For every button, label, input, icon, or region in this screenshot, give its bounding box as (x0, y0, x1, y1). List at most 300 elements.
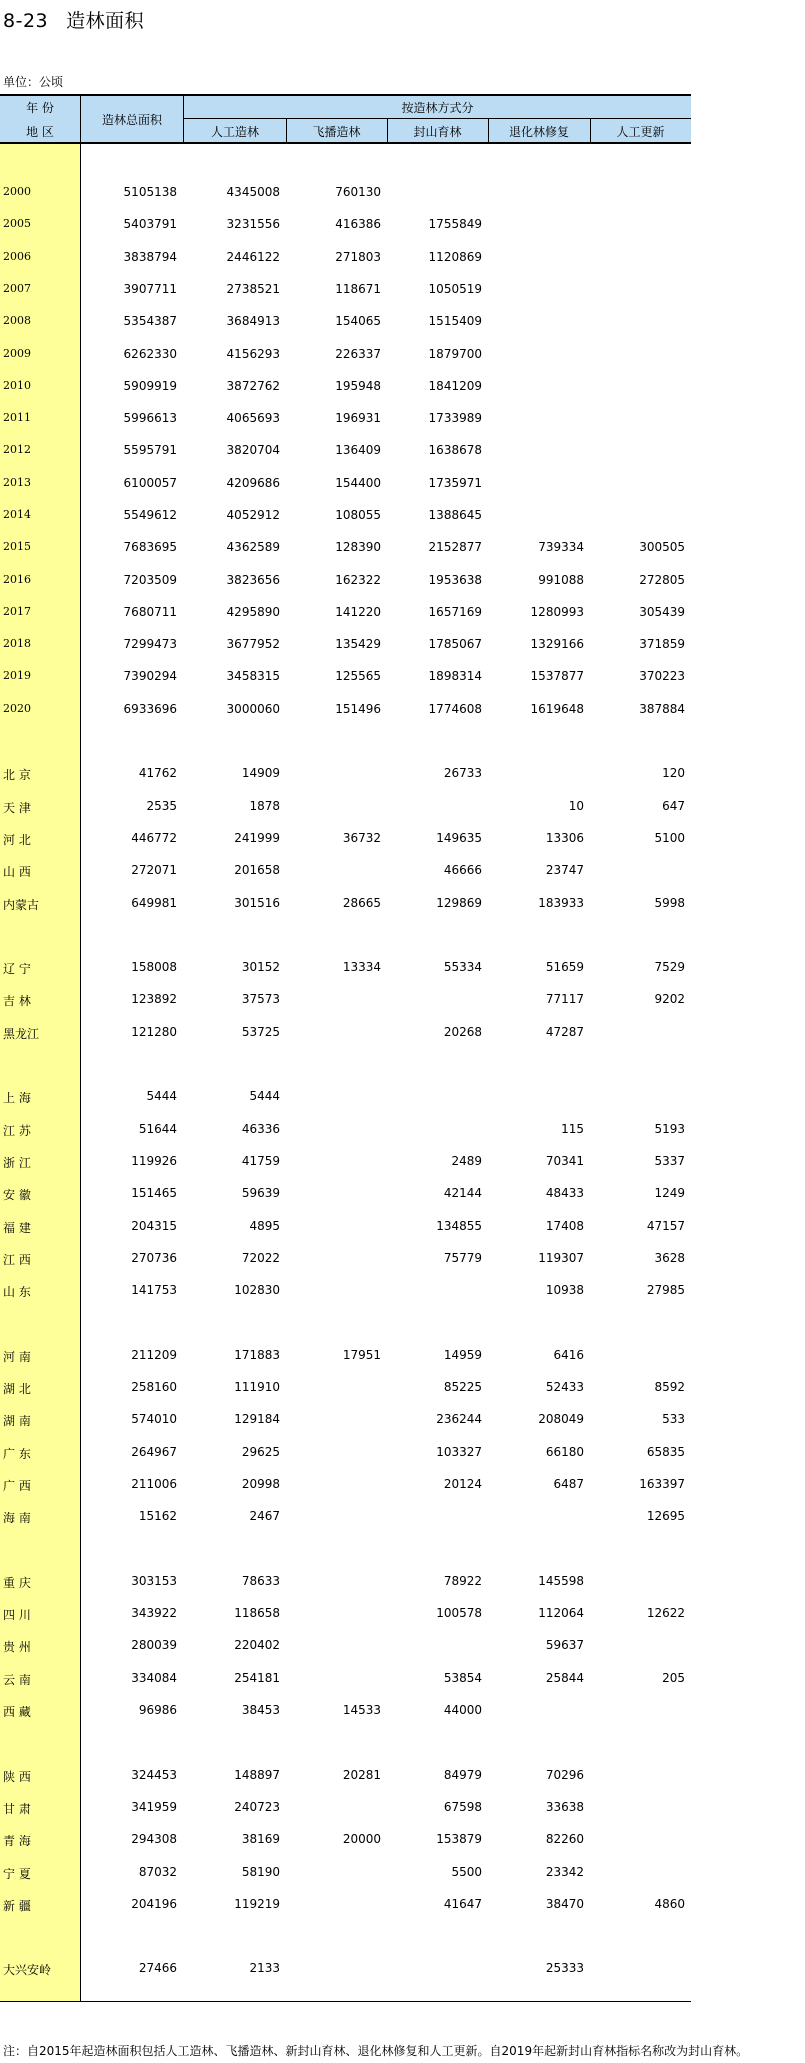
table-row (0, 215, 691, 235)
table-cell: 446772 (131, 831, 177, 845)
table-cell: 46666 (443, 863, 482, 877)
row-label: 福 建 (3, 1221, 31, 1235)
table-cell: 148897 (234, 1768, 280, 1782)
table-cell: 66180 (545, 1445, 584, 1459)
row-label: 海 南 (3, 1511, 31, 1525)
table-cell: 23342 (545, 1865, 584, 1879)
row-label: 广 东 (3, 1447, 31, 1461)
header-divider (286, 119, 287, 142)
table-row (0, 312, 691, 332)
header-top-rule (0, 94, 691, 96)
table-cell: 7680711 (123, 605, 177, 619)
table-cell: 387884 (639, 702, 685, 716)
table-cell: 125565 (335, 669, 381, 683)
table-cell: 4156293 (226, 347, 280, 361)
table-cell: 96986 (138, 1703, 177, 1717)
table-cell: 341959 (131, 1800, 177, 1814)
table-row (0, 635, 691, 655)
table-cell: 78633 (241, 1574, 280, 1588)
table-cell: 2738521 (226, 282, 280, 296)
table-cell: 13334 (342, 960, 381, 974)
row-label: 甘 肃 (3, 1802, 31, 1816)
row-label: 2000 (3, 185, 31, 198)
table-cell: 10938 (545, 1283, 584, 1297)
table-cell: 1898314 (428, 669, 482, 683)
table-cell: 67598 (443, 1800, 482, 1814)
table-cell: 1735971 (428, 476, 482, 490)
row-label: 2007 (3, 282, 31, 295)
table-cell: 121280 (131, 1025, 177, 1039)
table-cell: 162322 (335, 573, 381, 587)
header-divider (387, 119, 388, 142)
table-cell: 9202 (654, 992, 685, 1006)
table-cell: 201658 (234, 863, 280, 877)
table-cell: 14959 (443, 1348, 482, 1362)
table-cell: 204196 (131, 1897, 177, 1911)
row-label: 江 苏 (3, 1124, 31, 1138)
table-cell: 1953638 (428, 573, 482, 587)
table-cell: 1657169 (428, 605, 482, 619)
table-cell: 4860 (654, 1897, 685, 1911)
header-col-closure: 封山育林 (413, 125, 462, 139)
table-cell: 258160 (131, 1380, 177, 1394)
table-cell: 115 (561, 1122, 584, 1136)
table-cell: 205 (662, 1671, 685, 1685)
row-label: 山 东 (3, 1285, 31, 1299)
table-cell: 5998 (654, 896, 685, 910)
row-label: 河 北 (3, 833, 31, 847)
row-label: 新 疆 (3, 1899, 31, 1913)
table-cell: 48433 (545, 1186, 584, 1200)
row-label: 上 海 (3, 1091, 31, 1105)
table-cell: 5444 (146, 1089, 177, 1103)
table-cell: 301516 (234, 896, 280, 910)
table-cell: 25844 (545, 1671, 584, 1685)
table-cell: 8592 (654, 1380, 685, 1394)
table-cell: 129184 (234, 1412, 280, 1426)
table-cell: 370223 (639, 669, 685, 683)
table-row (0, 409, 691, 429)
table-cell: 53854 (443, 1671, 482, 1685)
table-cell: 119219 (234, 1897, 280, 1911)
table-cell: 151465 (131, 1186, 177, 1200)
table-cell: 6487 (553, 1477, 584, 1491)
table-row (0, 1087, 691, 1107)
table-cell: 28665 (342, 896, 381, 910)
table-row (0, 1184, 691, 1204)
table-cell: 163397 (639, 1477, 685, 1491)
table-cell: 129869 (436, 896, 482, 910)
table-cell: 1537877 (530, 669, 584, 683)
header-divider (488, 119, 489, 142)
row-label: 浙 江 (3, 1156, 31, 1170)
table-cell: 20000 (342, 1832, 381, 1846)
row-label: 2017 (3, 605, 31, 618)
table-cell: 7203509 (123, 573, 177, 587)
table-cell: 41759 (241, 1154, 280, 1168)
table-cell: 1388645 (428, 508, 482, 522)
table-cell: 5909919 (123, 379, 177, 393)
table-cell: 59639 (241, 1186, 280, 1200)
table-cell: 51659 (545, 960, 584, 974)
table-cell: 5337 (654, 1154, 685, 1168)
row-label: 2018 (3, 637, 31, 650)
table-cell: 3907711 (123, 282, 177, 296)
table-cell: 1755849 (428, 217, 482, 231)
row-label: 2010 (3, 379, 31, 392)
table-row (0, 571, 691, 591)
table-cell: 111910 (234, 1380, 280, 1394)
table-cell: 77117 (545, 992, 584, 1006)
table-cell: 5500 (451, 1865, 482, 1879)
table-cell: 220402 (234, 1638, 280, 1652)
row-label: 黑龙江 (3, 1027, 40, 1041)
table-row (0, 1443, 691, 1463)
table-cell: 324453 (131, 1768, 177, 1782)
table-row (0, 1120, 691, 1140)
row-label: 2013 (3, 476, 31, 489)
table-cell: 37573 (241, 992, 280, 1006)
table-cell: 334084 (131, 1671, 177, 1685)
table-cell: 25333 (545, 1961, 584, 1975)
table-cell: 14533 (342, 1703, 381, 1717)
table-row (0, 1378, 691, 1398)
table-cell: 1619648 (530, 702, 584, 716)
header-divider (183, 96, 184, 142)
table-cell: 82260 (545, 1832, 584, 1846)
table-cell: 108055 (335, 508, 381, 522)
table-cell: 29625 (241, 1445, 280, 1459)
table-row (0, 1217, 691, 1237)
table-cell: 27985 (646, 1283, 685, 1297)
row-label: 大兴安岭 (3, 1963, 52, 1977)
header-bottom-rule (0, 142, 691, 144)
table-cell: 236244 (436, 1412, 482, 1426)
table-cell: 1841209 (428, 379, 482, 393)
table-cell: 20268 (443, 1025, 482, 1039)
table-row (0, 506, 691, 526)
table-cell: 5354387 (123, 314, 177, 328)
table-cell: 134855 (436, 1219, 482, 1233)
table-cell: 4362589 (226, 540, 280, 554)
row-label: 西 藏 (3, 1705, 31, 1719)
table-cell: 53725 (241, 1025, 280, 1039)
row-label: 2016 (3, 573, 31, 586)
header-col-aerial: 飞播造林 (312, 125, 361, 139)
table-cell: 65835 (646, 1445, 685, 1459)
table-cell: 102830 (234, 1283, 280, 1297)
table-cell: 208049 (538, 1412, 584, 1426)
table-cell: 17951 (342, 1348, 381, 1362)
table-cell: 70296 (545, 1768, 584, 1782)
table-cell: 3458315 (226, 669, 280, 683)
table-cell: 4065693 (226, 411, 280, 425)
row-label: 2009 (3, 347, 31, 360)
table-row (0, 1895, 691, 1915)
table-cell: 44000 (443, 1703, 482, 1717)
table-title: 造林面积 (66, 10, 145, 32)
table-cell: 3684913 (226, 314, 280, 328)
table-row (0, 861, 691, 881)
row-label: 云 南 (3, 1673, 31, 1687)
table-cell: 119307 (538, 1251, 584, 1265)
table-cell: 6416 (553, 1348, 584, 1362)
table-cell: 7299473 (123, 637, 177, 651)
table-cell: 3000060 (226, 702, 280, 716)
table-cell: 183933 (538, 896, 584, 910)
table-row (0, 894, 691, 914)
table-cell: 20124 (443, 1477, 482, 1491)
table-cell: 33638 (545, 1800, 584, 1814)
table-row (0, 958, 691, 978)
table-cell: 26733 (443, 766, 482, 780)
table-cell: 4052912 (226, 508, 280, 522)
table-cell: 47157 (646, 1219, 685, 1233)
table-cell: 51644 (138, 1122, 177, 1136)
row-label: 2012 (3, 443, 31, 456)
header-divider (590, 119, 591, 142)
table-cell: 271803 (335, 250, 381, 264)
table-cell: 87032 (138, 1865, 177, 1879)
row-label: 2006 (3, 250, 31, 263)
table-cell: 1733989 (428, 411, 482, 425)
row-label: 山 西 (3, 865, 31, 879)
table-cell: 7390294 (123, 669, 177, 683)
table-row (0, 345, 691, 365)
table-cell: 141220 (335, 605, 381, 619)
table-cell: 123892 (131, 992, 177, 1006)
table-cell: 145598 (538, 1574, 584, 1588)
table-cell: 294308 (131, 1832, 177, 1846)
table-cell: 128390 (335, 540, 381, 554)
table-cell: 3677952 (226, 637, 280, 651)
table-row (0, 1701, 691, 1721)
table-cell: 240723 (234, 1800, 280, 1814)
row-label: 河 南 (3, 1350, 31, 1364)
table-row (0, 1410, 691, 1430)
table-row (0, 1475, 691, 1495)
table-cell: 5403791 (123, 217, 177, 231)
row-label: 江 西 (3, 1253, 31, 1267)
table-cell: 1878 (249, 799, 280, 813)
table-cell: 141753 (131, 1283, 177, 1297)
table-cell: 42144 (443, 1186, 482, 1200)
table-cell: 2152877 (428, 540, 482, 554)
table-cell: 70341 (545, 1154, 584, 1168)
table-row (0, 1959, 691, 1979)
table-row (0, 183, 691, 203)
table-cell: 254181 (234, 1671, 280, 1685)
table-cell: 211006 (131, 1477, 177, 1491)
row-label: 内蒙古 (3, 898, 40, 912)
table-cell: 41762 (138, 766, 177, 780)
table-cell: 204315 (131, 1219, 177, 1233)
table-cell: 1515409 (428, 314, 482, 328)
table-cell: 112064 (538, 1606, 584, 1620)
header-col-restoration: 退化林修复 (508, 125, 569, 139)
header-col-renewal: 人工更新 (616, 125, 665, 139)
table-cell: 59637 (545, 1638, 584, 1652)
table-cell: 55334 (443, 960, 482, 974)
table-cell: 4895 (249, 1219, 280, 1233)
table-cell: 371859 (639, 637, 685, 651)
table-cell: 1329166 (530, 637, 584, 651)
table-cell: 5444 (249, 1089, 280, 1103)
table-cell: 75779 (443, 1251, 482, 1265)
row-label: 贵 州 (3, 1640, 31, 1654)
table-cell: 149635 (436, 831, 482, 845)
table-cell: 12622 (646, 1606, 685, 1620)
table-cell: 120 (662, 766, 685, 780)
row-label: 湖 北 (3, 1382, 31, 1396)
table-cell: 2535 (146, 799, 177, 813)
table-cell: 1785067 (428, 637, 482, 651)
table-cell: 211209 (131, 1348, 177, 1362)
table-row (0, 603, 691, 623)
table-cell: 6100057 (123, 476, 177, 490)
table-cell: 154065 (335, 314, 381, 328)
table-cell: 153879 (436, 1832, 482, 1846)
table-cell: 36732 (342, 831, 381, 845)
table-cell: 17408 (545, 1219, 584, 1233)
table-cell: 85225 (443, 1380, 482, 1394)
table-row (0, 1798, 691, 1818)
table-row (0, 441, 691, 461)
table-row (0, 1281, 691, 1301)
table-cell: 647 (662, 799, 685, 813)
table-cell: 270736 (131, 1251, 177, 1265)
table-cell: 135429 (335, 637, 381, 651)
table-cell: 272071 (131, 863, 177, 877)
table-row (0, 1830, 691, 1850)
table-cell: 1249 (654, 1186, 685, 1200)
row-label: 北 京 (3, 768, 31, 782)
table-cell: 4295890 (226, 605, 280, 619)
row-label: 安 徽 (3, 1188, 31, 1202)
row-label: 宁 夏 (3, 1867, 31, 1881)
table-cell: 7683695 (123, 540, 177, 554)
table-cell: 300505 (639, 540, 685, 554)
table-row (0, 829, 691, 849)
table-cell: 196931 (335, 411, 381, 425)
table-cell: 4345008 (226, 185, 280, 199)
table-cell: 3872762 (226, 379, 280, 393)
header-col-artificial: 人工造林 (210, 125, 259, 139)
table-cell: 5100 (654, 831, 685, 845)
table-cell: 151496 (335, 702, 381, 716)
row-label: 2008 (3, 314, 31, 327)
row-label: 湖 南 (3, 1414, 31, 1428)
row-label: 2011 (3, 411, 31, 424)
table-cell: 4209686 (226, 476, 280, 490)
table-row (0, 667, 691, 687)
table-cell: 305439 (639, 605, 685, 619)
table-cell: 195948 (335, 379, 381, 393)
table-cell: 3628 (654, 1251, 685, 1265)
table-bottom-rule (0, 2001, 691, 2002)
table-cell: 416386 (335, 217, 381, 231)
table-cell: 760130 (335, 185, 381, 199)
table-cell: 226337 (335, 347, 381, 361)
row-label: 青 海 (3, 1834, 31, 1848)
table-row (0, 990, 691, 1010)
table-row (0, 764, 691, 784)
row-label: 2015 (3, 540, 31, 553)
table-cell: 272805 (639, 573, 685, 587)
table-cell: 649981 (131, 896, 177, 910)
table-cell: 280039 (131, 1638, 177, 1652)
table-cell: 3820704 (226, 443, 280, 457)
table-cell: 30152 (241, 960, 280, 974)
table-cell: 1879700 (428, 347, 482, 361)
table-row (0, 1669, 691, 1689)
table-cell: 38470 (545, 1897, 584, 1911)
table-cell: 78922 (443, 1574, 482, 1588)
table-cell: 574010 (131, 1412, 177, 1426)
row-label: 广 西 (3, 1479, 31, 1493)
table-row (0, 248, 691, 268)
table-row (0, 474, 691, 494)
table-row (0, 1604, 691, 1624)
table-cell: 2446122 (226, 250, 280, 264)
header-total: 造林总面积 (101, 113, 162, 127)
row-label: 辽 宁 (3, 962, 31, 976)
page-title (3, 6, 144, 33)
table-cell: 47287 (545, 1025, 584, 1039)
table-cell: 15162 (138, 1509, 177, 1523)
header-year-label: 年 份 (26, 101, 54, 115)
table-cell: 119926 (131, 1154, 177, 1168)
table-cell: 739334 (538, 540, 584, 554)
table-cell: 84979 (443, 1768, 482, 1782)
table-cell: 20998 (241, 1477, 280, 1491)
table-row (0, 1249, 691, 1269)
table-cell: 14909 (241, 766, 280, 780)
table-cell: 46336 (241, 1122, 280, 1136)
table-row (0, 700, 691, 720)
header-divider (80, 96, 81, 142)
table-cell: 10 (568, 799, 584, 813)
table-cell: 343922 (131, 1606, 177, 1620)
row-label: 2014 (3, 508, 31, 521)
table-cell: 171883 (234, 1348, 280, 1362)
table-row (0, 377, 691, 397)
table-row (0, 1152, 691, 1172)
table-cell: 7529 (654, 960, 685, 974)
table-row (0, 1572, 691, 1592)
table-cell: 303153 (131, 1574, 177, 1588)
row-label: 重 庆 (3, 1576, 31, 1590)
table-row (0, 1636, 691, 1656)
table-cell: 6933696 (123, 702, 177, 716)
table-cell: 100578 (436, 1606, 482, 1620)
table-cell: 6262330 (123, 347, 177, 361)
table-cell: 5105138 (123, 185, 177, 199)
row-label: 2019 (3, 669, 31, 682)
row-label: 2005 (3, 217, 31, 230)
header-group: 按造林方式分 (401, 101, 474, 115)
table-cell: 5193 (654, 1122, 685, 1136)
table-cell: 38169 (241, 1832, 280, 1846)
row-label: 陕 西 (3, 1770, 31, 1784)
table-cell: 991088 (538, 573, 584, 587)
table-cell: 103327 (436, 1445, 482, 1459)
table-cell: 533 (662, 1412, 685, 1426)
table-cell: 1050519 (428, 282, 482, 296)
table-cell: 5549612 (123, 508, 177, 522)
row-label: 四 川 (3, 1608, 31, 1622)
table-cell: 12695 (646, 1509, 685, 1523)
